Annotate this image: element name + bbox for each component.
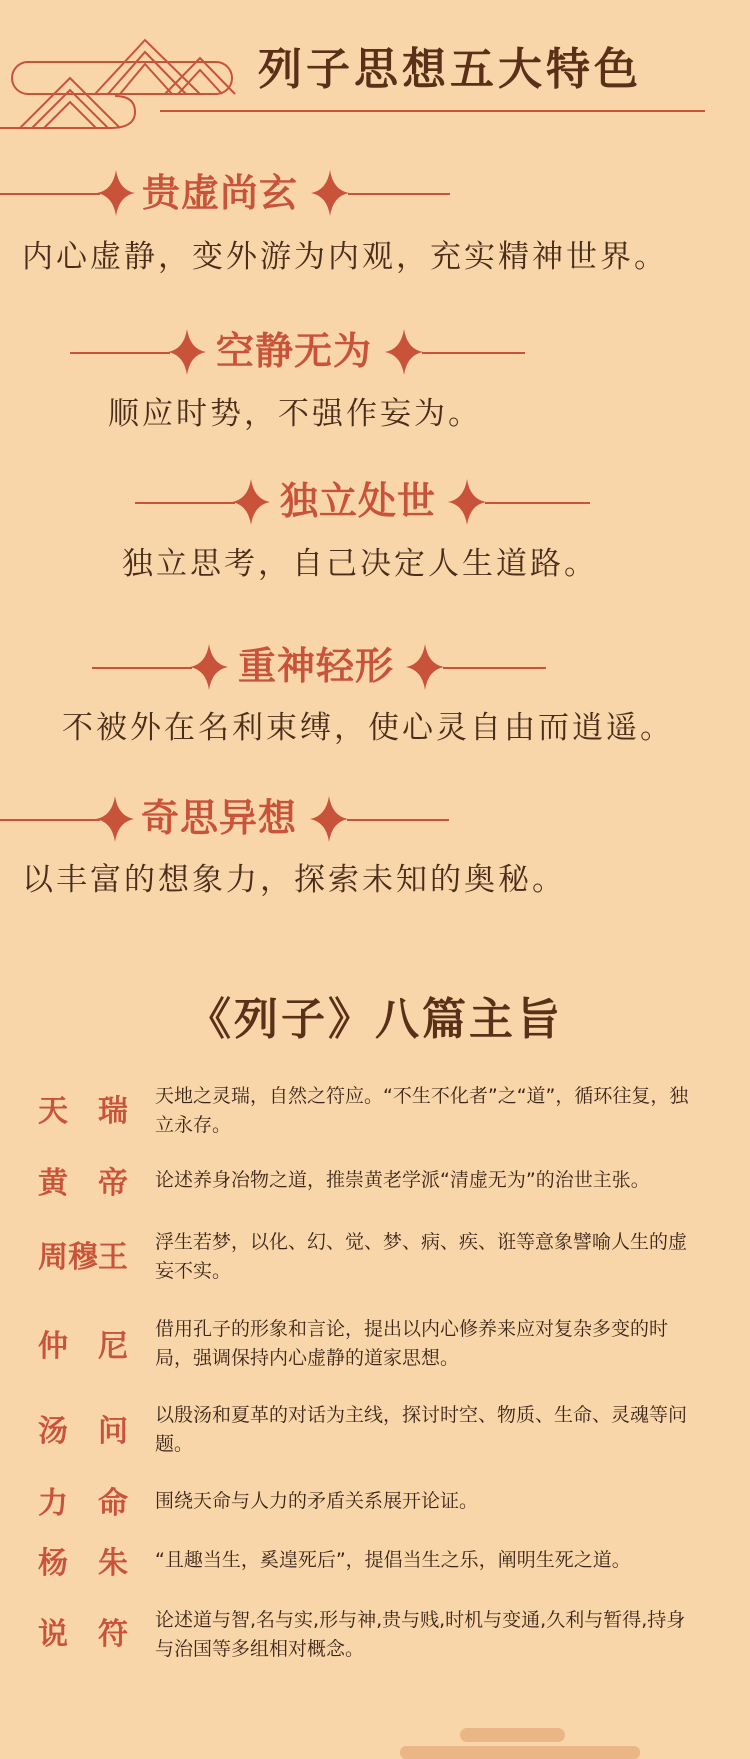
four-point-star-icon [190,644,228,690]
four-point-star-icon [406,644,444,690]
divider-line [70,352,170,354]
chapter-name [38,1164,128,1204]
feature-item [0,642,750,792]
divider-line [0,819,100,821]
chapter-summary: 围绕天命与人力的矛盾关系展开论证。 [155,1490,479,1512]
divider-line [443,667,546,669]
chapter-name [38,1412,128,1452]
cloud-ornament [400,1726,640,1759]
chapter-name [38,1484,128,1524]
chapter-name-char: 天 [38,1094,68,1129]
chapter-name [38,1327,128,1367]
chapter-name-char: 说 [38,1617,68,1652]
chapter-summary: 天地之灵瑞，自然之符应。“不生不化者”之“道”，循环往复，独立永存。 [155,1085,689,1136]
feature-heading: 奇思异想 [141,795,298,840]
feature-heading: 独立处世 [280,478,437,523]
divider-line [135,502,235,504]
four-point-star-icon [448,479,486,525]
chapter-name [38,1092,128,1132]
four-point-star-icon [168,329,206,375]
chapter-name-char: 命 [98,1486,128,1521]
feature-heading: 空静无为 [216,328,373,373]
four-point-star-icon [385,329,423,375]
chapter-name-char: 帝 [98,1166,128,1201]
feature-item [0,476,750,626]
section-title: 列子思想五大特色 [258,44,642,95]
feature-item [0,328,750,478]
feature-item [0,160,750,310]
chapter-name-char: 问 [98,1414,128,1449]
four-point-star-icon [232,479,270,525]
mountain-wave-ornament [0,30,250,130]
feature-item [0,794,750,944]
chapter-name-char: 黄 [38,1166,68,1201]
feature-description: 内心虚静，变外游为内观，充实精神世界。 [22,239,668,275]
feature-description: 独立思考，自己决定人生道路。 [122,546,598,582]
chapter-summary: 以殷汤和夏革的对话为主线，探讨时空、物质、生命、灵魂等问题。 [155,1404,688,1455]
chapter-name-char: 杨 [38,1546,68,1581]
chapter-name-char: 力 [38,1486,68,1521]
feature-description: 顺应时势，不强作妄为。 [108,396,482,432]
four-point-star-icon [97,170,135,216]
chapter-name-char: 尼 [98,1329,128,1364]
divider-line [92,667,192,669]
chapter-name-char: 符 [98,1617,128,1652]
chapter-name-char: 朱 [98,1546,128,1581]
four-point-star-icon [311,170,349,216]
chapter-summary: “且趣当生，奚遑死后”，提倡当生之乐，阐明生死之道。 [155,1549,631,1571]
feature-description: 以丰富的想象力，探索未知的奥秘。 [22,862,566,898]
divider-line [347,819,449,821]
chapter-summary: 论述道与智,名与实,形与神,贵与贱,时机与变通,久利与暂得,持身与治国等多组相对概念。 [155,1609,686,1660]
divider-line [485,502,590,504]
chapter-summary: 论述养身冶物之道，推崇黄老学派“清虚无为”的治世主张。 [155,1169,650,1191]
divider-line [422,352,525,354]
feature-heading: 贵虚尚玄 [142,170,299,215]
feature-heading: 重神轻形 [238,643,395,688]
feature-description: 不被外在名利束缚，使心灵自由而逍遥。 [62,710,674,746]
chapter-summary: 浮生若梦，以化、幻、觉、梦、病、疾、诳等意象譬喻人生的虚妄不实。 [155,1231,688,1282]
divider-line [0,193,100,195]
chapter-name [38,1615,128,1655]
chapter-summary: 借用孔子的形象和言论，提出以内心修养来应对复杂多变的时局，强调保持内心虚静的道家思想。 [155,1318,669,1369]
divider-line [160,110,705,112]
four-point-star-icon [96,796,134,842]
chapter-name [38,1544,128,1584]
chapters-section-title: 《列子》八篇主旨 [187,994,563,1045]
four-point-star-icon [310,796,348,842]
divider-line [348,193,450,195]
chapter-name-char: 瑞 [98,1094,128,1129]
chapter-name: 周穆王 [38,1240,128,1275]
chapter-name-char: 汤 [38,1414,68,1449]
chapter-name-char: 仲 [38,1329,68,1364]
